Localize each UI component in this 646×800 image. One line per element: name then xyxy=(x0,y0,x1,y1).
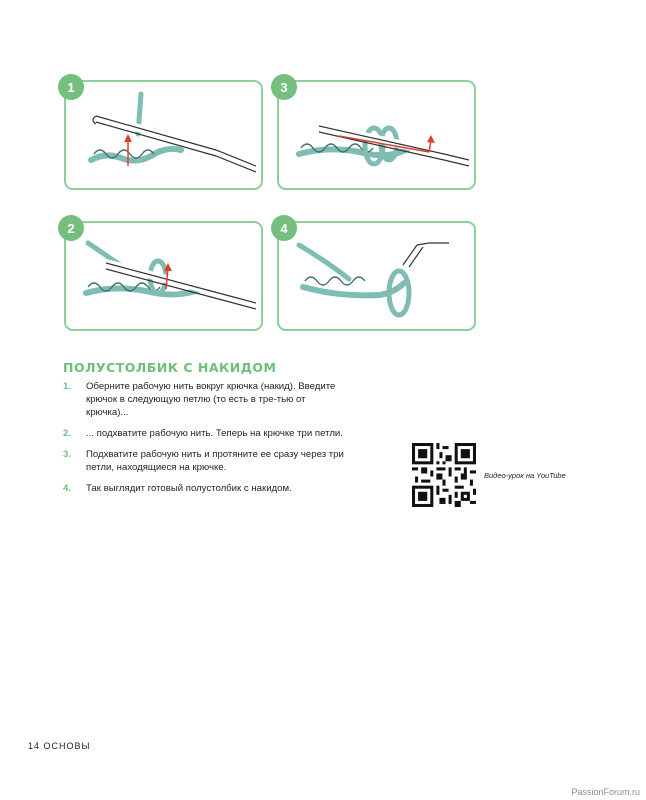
illustration-panel-3 xyxy=(277,80,476,190)
step-badge-2: 2 xyxy=(58,215,84,241)
crochet-step-2-illustration xyxy=(66,223,261,329)
step-item xyxy=(63,482,348,495)
illustration-panel-4 xyxy=(277,221,476,331)
step-item xyxy=(63,427,348,440)
crochet-step-4-illustration xyxy=(279,223,474,329)
step-item xyxy=(63,380,348,419)
section-title: ПОЛУСТОЛБИК С НАКИДОМ xyxy=(63,360,277,375)
step-badge-3: 3 xyxy=(271,74,297,100)
qr-caption: Видео-урок на YouTube xyxy=(484,471,566,480)
step-number: 1. xyxy=(63,381,72,392)
step-item xyxy=(63,448,348,474)
step-number: 4. xyxy=(63,483,72,494)
instruction-steps xyxy=(63,380,348,503)
crochet-step-3-illustration xyxy=(279,82,474,188)
step-number: 3. xyxy=(63,449,72,460)
illustration-panel-2 xyxy=(64,221,263,331)
watermark: PassionForum.ru xyxy=(571,787,640,797)
step-text: ... подхватите рабочую нить. Теперь на крючке три петли. xyxy=(86,428,343,439)
step-badge-4: 4 xyxy=(271,215,297,241)
step-text: Оберните рабочую нить вокруг крючка (накид). Введите крючок в следующую петлю (то есть в тре-тью от крючка)... xyxy=(86,381,336,418)
step-number: 2. xyxy=(63,428,72,439)
step-badge-1: 1 xyxy=(58,74,84,100)
illustration-panel-1 xyxy=(64,80,263,190)
step-text: Так выглядит готовый полустолбик с накидом. xyxy=(86,483,292,494)
step-text: Подхватите рабочую нить и протяните ее сразу через три петли, находящиеся на крючке. xyxy=(86,449,344,473)
page-number: 14 xyxy=(28,741,41,751)
page-footer xyxy=(28,741,91,751)
section-name: ОСНОВЫ xyxy=(43,741,91,751)
crochet-step-1-illustration xyxy=(66,82,261,188)
qr-code-icon[interactable] xyxy=(412,443,476,507)
